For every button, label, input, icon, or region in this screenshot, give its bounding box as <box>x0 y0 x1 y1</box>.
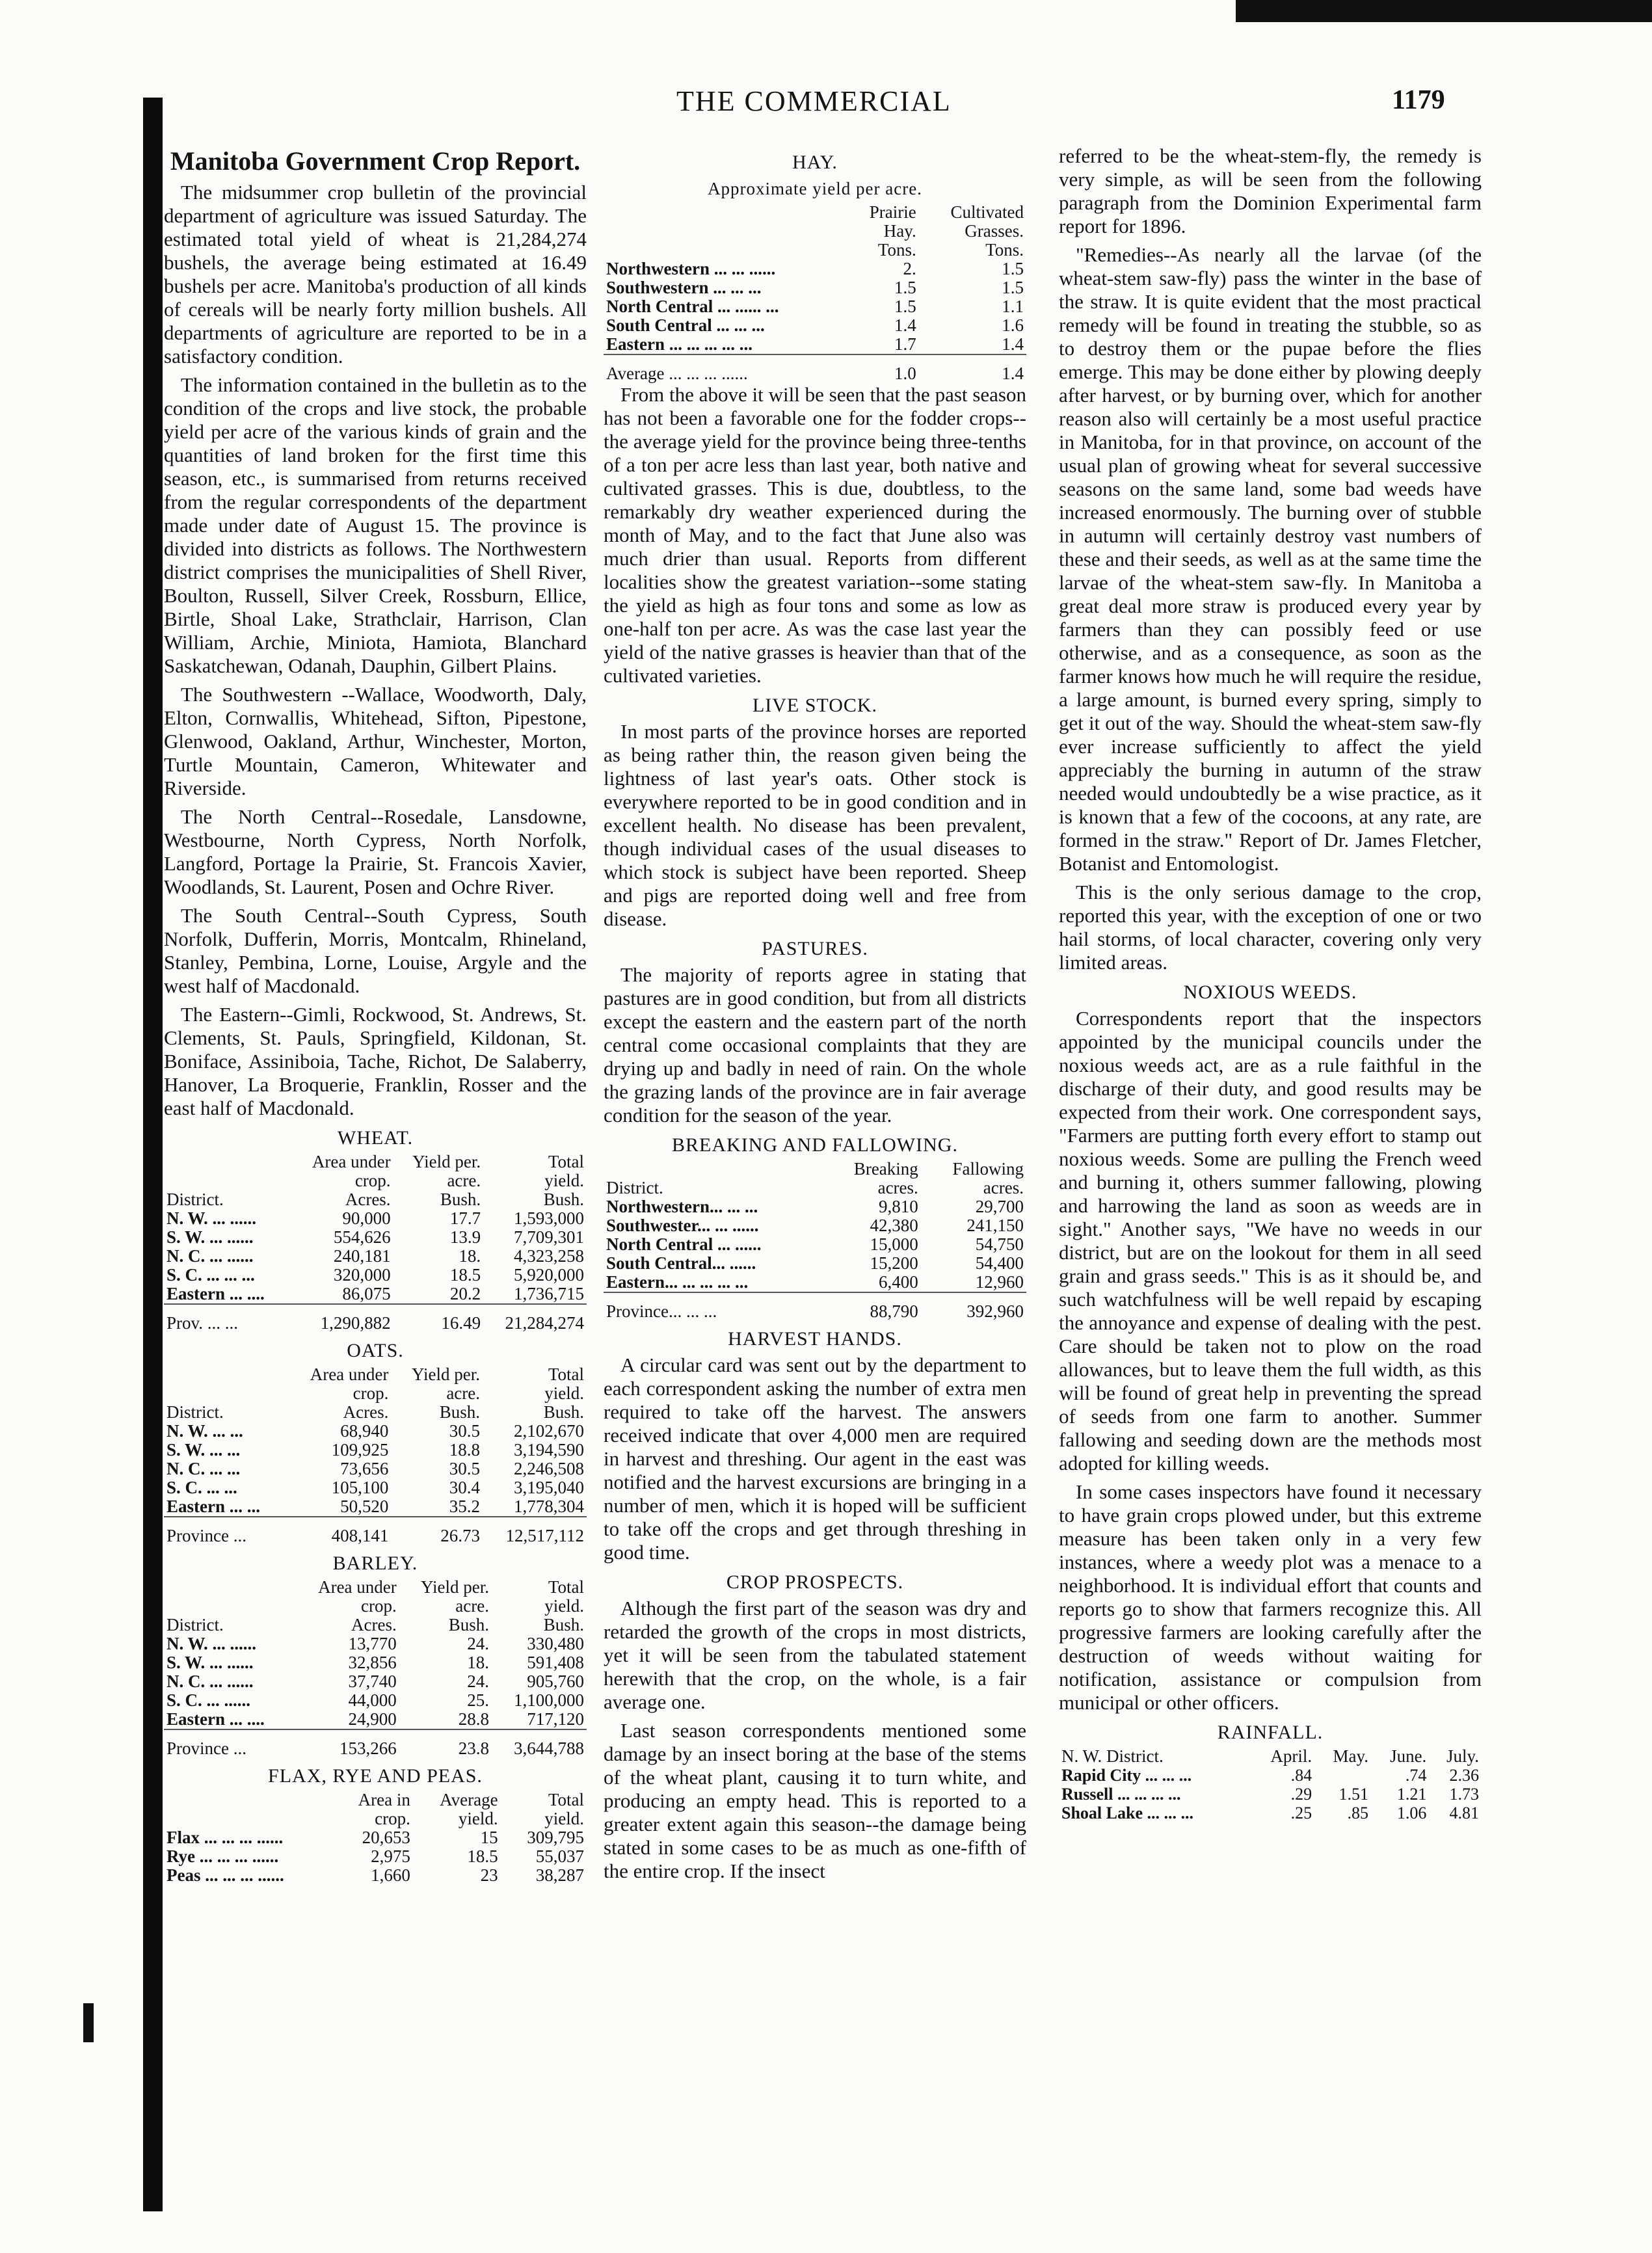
column-header <box>164 1384 287 1403</box>
total-row <box>604 354 1026 383</box>
table-cell: 15,000 <box>870 1234 918 1254</box>
column-header: Acres. <box>343 1402 389 1422</box>
column-header: District. <box>167 1402 224 1422</box>
table-cell: 88,790 <box>825 1292 921 1321</box>
column-header: April. <box>1270 1746 1312 1766</box>
table-cell: 2. <box>903 259 916 278</box>
column-header: acre. <box>447 1171 481 1190</box>
column-header: Area under <box>312 1152 391 1171</box>
column-header: District. <box>167 1615 224 1634</box>
table-cell: Eastern ... .... <box>167 1284 265 1303</box>
harvest-heading: HARVEST HANDS. <box>728 1328 902 1350</box>
table-row <box>164 1828 587 1847</box>
table-row <box>1059 1766 1482 1785</box>
wheat-heading: WHEAT. <box>337 1127 414 1149</box>
table-cell: 1,290,882 <box>291 1304 393 1333</box>
table-cell: 13.9 <box>449 1227 481 1247</box>
table-cell: 18. <box>467 1653 489 1672</box>
table-cell: 86,075 <box>342 1284 391 1303</box>
column-header: May. <box>1333 1746 1368 1766</box>
table-row <box>164 1478 587 1497</box>
flax-heading: FLAX, RYE AND PEAS. <box>268 1765 483 1787</box>
table-row <box>1059 1804 1482 1822</box>
table-cell: S. W. ... ...... <box>167 1227 254 1247</box>
table-cell: Rye ... ... ... ...... <box>167 1846 279 1866</box>
column-header: Area under <box>310 1365 389 1384</box>
table-cell: Northwestern... ... ... <box>606 1197 758 1216</box>
table-row <box>164 1710 587 1729</box>
total-row <box>604 1292 1026 1321</box>
breaking-table <box>604 1160 1026 1321</box>
paragraph: In most parts of the province horses are reported as being rather thin, the reason given being the lightness of last year's oats. Other stock is everywhere reported to be in good condition and in excellent health. No disease has been prevalent, though individual cases of the usual diseases to which stock is subject have been reported. Sheep and pigs are reported doing well and free from disease. <box>604 720 1026 930</box>
table-cell: N. W. ... ... <box>167 1421 243 1441</box>
table-row <box>604 278 1026 297</box>
hay-table <box>604 203 1026 383</box>
table-cell: Shoal Lake ... ... ... <box>1061 1804 1193 1822</box>
table-cell: Russell ... ... ... ... <box>1061 1785 1181 1804</box>
column-header: crop. <box>353 1383 389 1403</box>
paragraph: Although the first part of the season was dry and retarded the growth of the crops in most districts, yet it will be seen from the tabulated statement herewith that the crop, on the whole, is a fair average one. <box>604 1597 1026 1713</box>
table-cell <box>1314 1766 1371 1785</box>
table-cell: 1.4 <box>894 315 916 335</box>
hay-subheading: Approximate yield per acre. <box>708 179 922 198</box>
column-header: Acres. <box>345 1190 391 1209</box>
column-header: Fallowing <box>952 1159 1024 1179</box>
column-header: Bush. <box>440 1190 481 1209</box>
column-header: July. <box>1446 1746 1479 1766</box>
table-cell: .29 <box>1290 1785 1312 1804</box>
total-row <box>164 1517 587 1545</box>
table-row <box>604 1216 1026 1235</box>
paragraph: This is the only serious damage to the crop, reported this year, with the exception of one or two hail storms, of local character, covering only very limited areas. <box>1059 881 1482 974</box>
table-cell: Peas ... ... ... ...... <box>167 1865 284 1885</box>
table-cell: 2.36 <box>1449 1766 1479 1785</box>
table-cell: 9,810 <box>879 1197 918 1216</box>
table-cell: 4,323,258 <box>514 1246 584 1266</box>
table-cell: 28.8 <box>458 1709 489 1729</box>
table-cell: 18.5 <box>467 1846 498 1866</box>
table-cell: 30.4 <box>449 1478 481 1497</box>
table-cell: 3,194,590 <box>514 1440 584 1460</box>
breaking-heading: BREAKING AND FALLOWING. <box>672 1134 958 1156</box>
column-header <box>164 1597 294 1616</box>
column-header: yield. <box>544 1596 584 1616</box>
column-header: Average <box>440 1790 498 1809</box>
table-row <box>604 1273 1026 1292</box>
table-cell: 1.0 <box>847 354 919 383</box>
table-cell: 1.5 <box>894 297 916 316</box>
table-cell: 1.4 <box>1002 334 1024 354</box>
rainfall-heading: RAINFALL. <box>1217 1722 1324 1743</box>
table-cell: 73,656 <box>340 1459 389 1478</box>
table-cell: 408,141 <box>287 1517 391 1545</box>
column-header <box>604 203 847 222</box>
paragraph: referred to be the wheat-stem-fly, the remedy is very simple, as will be seen from the following paragraph from the Dominion Experimental farm report for 1896. <box>1059 144 1482 237</box>
table-cell: 21,284,274 <box>483 1304 587 1333</box>
column-header: yield. <box>544 1809 584 1828</box>
table-cell: S. W. ... ...... <box>167 1653 254 1672</box>
live-stock-heading: LIVE STOCK. <box>752 695 878 716</box>
table-cell: Southwestern ... ... ... <box>606 278 762 297</box>
table-cell: Province... ... ... <box>604 1292 825 1321</box>
table-cell: 18.5 <box>449 1265 481 1285</box>
table-row <box>604 297 1026 316</box>
table-cell: North Central ... ...... <box>606 1234 762 1254</box>
table-cell: 42,380 <box>870 1216 918 1235</box>
paragraph: From the above it will be seen that the past season has not been a favorable one for the fodder crops--the average yield for the province being three-tenths of a ton per acre less than last year, both native and cultivated grasses. This is due, doubtless, to the remarkably dry weather experienced during the month of May, and to the fact that June also was much drier than usual. Reports from different localities show the greatest variation--some stating the yield as high as four tons and some as low as one-half ton per acre. As was the case last year the yield of the native grasses is heavier than that of the cultivated varieties. <box>604 383 1026 687</box>
table-row <box>164 1866 587 1885</box>
column-header: acres. <box>983 1178 1024 1197</box>
column-2 <box>604 144 1026 1888</box>
table-cell: 18. <box>459 1246 481 1266</box>
table-cell: Flax ... ... ... ...... <box>167 1828 284 1847</box>
table-cell: 1,100,000 <box>514 1690 584 1710</box>
column-header: Prairie <box>869 202 916 222</box>
table-row <box>164 1847 587 1866</box>
table-cell: 2,102,670 <box>514 1421 584 1441</box>
total-row <box>164 1729 587 1758</box>
table-cell: 38,287 <box>535 1865 584 1885</box>
table-cell: Average ... ... ... ...... <box>604 354 847 383</box>
column-header <box>164 1365 287 1384</box>
column-1 <box>164 144 587 1885</box>
paragraph: In some cases inspectors have found it necessary to have grain crops plowed under, but this extreme measure has been taken only in a very few instances, where a weedy plot was a menace to a neighborhood. It is individual effort that counts and reports go to show that farmers recognize this. All progressive farmers are looking carefully after the destruction of weeds without waiting for notification, assistance or compulsion from municipal or other officers. <box>1059 1480 1482 1714</box>
table-cell: 1.5 <box>894 278 916 297</box>
column-header <box>604 241 847 260</box>
paragraph: The information contained in the bulletin as to the condition of the crops and live stock, the probable yield per acre of the various kinds of grain and the quantities of land broken for the first time this season, etc., is summarised from returns received from the regular correspondents of the department made under date of August 15. The province is divided into districts as follows. The Northwestern district comprises the municipalities of Shell River, Boulton, Russell, Silver Creek, Rossburn, Ellice, Birtle, Shoal Lake, Strathclair, Harrison, Clan William, Archie, Miniota, Hamiota, Blanchard Saskatchewan, Odanah, Dauphin, Gilbert Plains. <box>164 373 587 677</box>
table-cell: 23.8 <box>399 1729 492 1758</box>
table-row <box>604 335 1026 354</box>
paragraph: The Southwestern --Wallace, Woodworth, Daly, Elton, Cornwallis, Whitehead, Sifton, Pipestone, Glenwood, Oakland, Arthur, Winchester, Morton, Turtle Mountain, Cameron, Whitewater and Riverside. <box>164 683 587 799</box>
table-cell: 241,150 <box>966 1216 1024 1235</box>
table-cell: 54,400 <box>975 1253 1024 1273</box>
table-cell: 554,626 <box>333 1227 391 1247</box>
column-3 <box>1059 144 1482 1822</box>
table-cell: N. W. ... ...... <box>167 1208 257 1228</box>
column-header: yield. <box>458 1809 498 1828</box>
column-header: acre. <box>455 1596 489 1616</box>
paragraph: Correspondents report that the inspectors appointed by the municipal councils under the noxious weeds act, are as a rule faithful in the discharge of their duty, and good results may be expected from their work. One correspondent says, "Farmers are putting forth every effort to stamp out noxious weeds. Some are pulling the French weed and burning it, others summer fallowing, plowing and harrowing the land as soon as weeds are in sight." Another says, "We have no weeds in our district, but are on the lookout for them in all seed grain and grass seeds." This is as it should be, and such watchfulness will be well repaid by escaping the annoyance and expense of dealing with the pest. Care should be taken not to plow on the road allowances, but to leave them the full width, as this will be found of great help in preventing the spread of seeds from one farm to another. Summer fallowing and seeding down are the methods most adopted for killing weeds. <box>1059 1007 1482 1474</box>
column-header: District. <box>606 1178 663 1197</box>
table-cell: 1.1 <box>1002 297 1024 316</box>
table-cell: 17.7 <box>449 1208 481 1228</box>
table-cell: South Central... ...... <box>606 1253 756 1273</box>
table-cell: South Central ... ... ... <box>606 315 765 335</box>
column-header: crop. <box>375 1809 410 1828</box>
oats-heading: OATS. <box>347 1340 404 1361</box>
table-cell: 330,480 <box>527 1634 584 1653</box>
column-header: crop. <box>354 1171 391 1190</box>
table-cell: Eastern ... ... <box>167 1497 260 1516</box>
table-cell: 37,740 <box>348 1672 397 1691</box>
table-cell: 35.2 <box>449 1497 481 1516</box>
table-cell: 7,709,301 <box>514 1227 584 1247</box>
table-row <box>164 1672 587 1691</box>
table-cell: 30.5 <box>449 1459 481 1478</box>
table-cell: S. C. ... ...... <box>167 1690 251 1710</box>
barley-table <box>164 1578 587 1758</box>
paragraph: The Eastern--Gimli, Rockwood, St. Andrews, St. Clements, St. Pauls, Springfield, Kildonan, St. Boniface, Assiniboia, Tache, Richot, De Salaberry, Hanover, La Broquerie, Franklin, Rosser and the east half of Macdonald. <box>164 1003 587 1119</box>
table-cell: 5,920,000 <box>514 1265 584 1285</box>
column-header <box>164 1171 291 1190</box>
table-row <box>164 1441 587 1460</box>
table-cell: N. C. ... ...... <box>167 1246 254 1266</box>
column-header: Yield per. <box>412 1152 481 1171</box>
table-row <box>164 1634 587 1653</box>
table-cell: Rapid City ... ... ... <box>1061 1766 1192 1785</box>
table-cell: S. W. ... ... <box>167 1440 241 1460</box>
table-cell: 25. <box>467 1690 489 1710</box>
table-cell: 2,975 <box>371 1846 410 1866</box>
table-cell: N. W. ... ...... <box>167 1634 257 1653</box>
page-number: 1179 <box>1392 85 1445 115</box>
table-cell: 24,900 <box>348 1709 397 1729</box>
table-cell: 30.5 <box>449 1421 481 1441</box>
hay-heading: HAY. <box>792 152 838 173</box>
column-header: Acres. <box>351 1615 397 1634</box>
column-header: Tons. <box>877 240 916 260</box>
table-row <box>604 316 1026 335</box>
prospects-heading: CROP PROSPECTS. <box>726 1571 904 1593</box>
wheat-table <box>164 1153 587 1333</box>
table-cell: 1,593,000 <box>514 1208 584 1228</box>
table-row <box>604 1235 1026 1254</box>
table-cell: Southwester... ... ...... <box>606 1216 759 1235</box>
column-header: June. <box>1390 1746 1427 1766</box>
table-cell: 20,653 <box>362 1828 410 1847</box>
column-header: Hay. <box>883 221 916 241</box>
table-cell: 320,000 <box>333 1265 391 1285</box>
table-cell: Northwestern ... ... ...... <box>606 259 776 278</box>
table-cell: 20.2 <box>449 1284 481 1303</box>
table-cell: 3,195,040 <box>514 1478 584 1497</box>
table-row <box>164 1209 587 1228</box>
table-cell: 68,940 <box>340 1421 389 1441</box>
column-header <box>164 1153 291 1171</box>
table-cell: .74 <box>1405 1766 1427 1785</box>
table-cell: 1.7 <box>894 334 916 354</box>
table-cell: 24. <box>467 1672 489 1691</box>
rainfall-table <box>1059 1747 1482 1822</box>
table-row <box>604 1254 1026 1273</box>
column-header <box>164 1791 334 1809</box>
table-cell: Prov. ... ... <box>164 1304 291 1333</box>
table-cell: 1.6 <box>1002 315 1024 335</box>
table-row <box>604 260 1026 278</box>
paragraph: The North Central--Rosedale, Lansdowne, Westbourne, North Cypress, North Norfolk, Langford, Portage la Prairie, St. Francois Xavier, Woodlands, St. Laurent, Posen and Ochre River. <box>164 805 587 898</box>
table-cell: 1.4 <box>919 354 1026 383</box>
table-cell: N. C. ... ... <box>167 1459 241 1478</box>
column-header: acre. <box>446 1383 481 1403</box>
column-header: Bush. <box>439 1402 481 1422</box>
table-cell: 1.51 <box>1339 1785 1368 1804</box>
table-cell: North Central ... ...... ... <box>606 297 779 316</box>
table-cell: N. C. ... ...... <box>167 1672 254 1691</box>
table-cell: 309,795 <box>527 1828 584 1847</box>
column-header: acres. <box>877 1178 918 1197</box>
column-header: Total <box>548 1365 584 1384</box>
table-cell: Province ... <box>164 1729 294 1758</box>
table-cell: 24. <box>467 1634 489 1653</box>
table-cell: Eastern... ... ... ... ... <box>606 1272 749 1292</box>
table-cell: 23 <box>480 1865 498 1885</box>
column-header <box>604 222 847 241</box>
column-rule <box>143 98 163 2211</box>
column-header <box>164 1809 334 1828</box>
column-header: Cultivated <box>950 202 1024 222</box>
table-cell: 591,408 <box>527 1653 584 1672</box>
column-header: Yield per. <box>420 1577 489 1597</box>
table-cell: 55,037 <box>535 1846 584 1866</box>
table-cell: 15 <box>480 1828 498 1847</box>
table-cell: S. C. ... ... ... <box>167 1265 255 1285</box>
table-cell: 1,778,304 <box>514 1497 584 1516</box>
table-cell: 905,760 <box>527 1672 584 1691</box>
paragraph: The midsummer crop bulletin of the provincial department of agriculture was issued Saturday. The estimated total yield of wheat is 21,284,274 bushels, the average being estimated at 16.49 bushels per acre. Manitoba's production of all kinds of cereals will be nearly forty million bushels. All departments of agriculture are reported to be in a satisfactory condition. <box>164 181 587 367</box>
scan-edge-bar <box>1236 0 1652 22</box>
table-cell: 90,000 <box>342 1208 391 1228</box>
paragraph: The South Central--South Cypress, South Norfolk, Dufferin, Morris, Montcalm, Rhineland, Stanley, Pembina, Lorne, Louise, Argyle and the west half of Macdonald. <box>164 904 587 997</box>
table-row <box>164 1266 587 1285</box>
table-row <box>164 1653 587 1672</box>
table-cell: 109,925 <box>331 1440 389 1460</box>
table-cell: .84 <box>1290 1766 1312 1785</box>
table-row <box>164 1497 587 1517</box>
column-header: Bush. <box>448 1615 489 1634</box>
table-row <box>164 1228 587 1247</box>
table-cell: 1,660 <box>371 1865 410 1885</box>
table-cell: Province ... <box>164 1517 287 1545</box>
column-header: Grasses. <box>965 221 1024 241</box>
table-cell: 1.5 <box>1002 259 1024 278</box>
margin-mark <box>83 2003 94 2042</box>
table-cell: 4.81 <box>1449 1804 1479 1822</box>
page-header <box>0 85 1652 124</box>
table-row <box>604 1197 1026 1216</box>
table-cell: Eastern ... .... <box>167 1709 265 1729</box>
table-cell: 1.5 <box>1002 278 1024 297</box>
paragraph: "Remedies--As nearly all the larvae (of the wheat-stem saw-fly) pass the winter in the base of the straw. It is quite evident that the most practical remedy will be found in treating the stubble, so as to destroy them or the pupae before the flies emerge. This may be done either by plowing deeply after harvest, or by burning over, which for another reason also will certainly be a most useful practice in Manitoba, for in that province, on account of the usual plan of growing wheat for several successive seasons on the same land, some bad weeds have increased enormously. The burning over of stubble in autumn will certainly destroy vast numbers of these and their seeds, as well as at the same time the larvae of the wheat-stem saw-fly. In Manitoba a great deal more straw is produced every year by farmers than they can possibly feed or use otherwise, and as a consequence, as soon as the farmer knows how much he will require the residue, a large amount, is burned every spring, simply to get it out of the way. Should the wheat-stem saw-fly ever increase sufficiently to affect the yield appreciably the burning in autumn of the straw needed would undoubtedly be a wise practice, as it is known that a few of the cocoons, at any rate, are formed in the straw." Report of Dr. James Fletcher, Botanist and Entomologist. <box>1059 243 1482 875</box>
table-cell: 392,960 <box>921 1292 1026 1321</box>
paragraph: A circular card was sent out by the department to each correspondent asking the number of extra men required to take off the harvest. The answers received indicate that over 4,000 men are required in harvest and threshing. Our agent in the east was notified and the harvest excursions are bringing in a number of men, which it is hoped will be sufficient to take off the crops and get through threshing in good time. <box>604 1353 1026 1564</box>
oats-table <box>164 1365 587 1545</box>
paragraph: The majority of reports agree in stating that pastures are in good condition, but from all districts except the eastern and the eastern part of the north central come occasional complaints that they are drying up and badly in need of rain. On the whole the grazing lands of the province are in fair average condition for the season of the year. <box>604 963 1026 1126</box>
table-cell: 18.8 <box>449 1440 481 1460</box>
table-cell: 13,770 <box>348 1634 397 1653</box>
column-header: Total <box>548 1790 584 1809</box>
table-cell: 2,246,508 <box>514 1459 584 1478</box>
column-header: yield. <box>544 1383 584 1403</box>
table-cell: 717,120 <box>527 1709 584 1729</box>
table-cell: 29,700 <box>975 1197 1024 1216</box>
column-header: Total <box>548 1152 584 1171</box>
column-header: Bush. <box>543 1402 584 1422</box>
table-cell: .25 <box>1290 1804 1312 1822</box>
column-header: Total <box>548 1577 584 1597</box>
column-header: Tons. <box>985 240 1024 260</box>
column-header <box>164 1578 294 1597</box>
table-cell: 54,750 <box>975 1234 1024 1254</box>
table-cell: 26.73 <box>391 1517 483 1545</box>
table-cell: 153,266 <box>294 1729 399 1758</box>
running-title: THE COMMERCIAL <box>676 85 952 117</box>
column-header: Area under <box>318 1577 397 1597</box>
table-cell: Eastern ... ... ... ... ... <box>606 334 753 354</box>
table-cell: 1.21 <box>1396 1785 1427 1804</box>
table-row <box>164 1247 587 1266</box>
table-cell: 240,181 <box>333 1246 391 1266</box>
column-header <box>604 1160 825 1179</box>
table-cell: 105,100 <box>331 1478 389 1497</box>
table-cell: 50,520 <box>340 1497 389 1516</box>
table-cell: 16.49 <box>393 1304 484 1333</box>
table-cell: .85 <box>1347 1804 1368 1822</box>
table-cell: 3,644,788 <box>492 1729 587 1758</box>
column-header: N. W. District. <box>1061 1746 1164 1766</box>
table-cell: 44,000 <box>348 1690 397 1710</box>
table-row <box>164 1460 587 1478</box>
column-header: Bush. <box>543 1615 584 1634</box>
table-cell: 1,736,715 <box>514 1284 584 1303</box>
column-header: Yield per. <box>412 1365 481 1384</box>
table-row <box>164 1691 587 1710</box>
table-row <box>164 1422 587 1441</box>
barley-heading: BARLEY. <box>332 1553 418 1574</box>
table-cell: 1.06 <box>1396 1804 1427 1822</box>
table-cell: 12,517,112 <box>483 1517 587 1545</box>
column-header: Area in <box>358 1790 410 1809</box>
table-cell: 32,856 <box>348 1653 397 1672</box>
table-row <box>164 1285 587 1304</box>
table-cell: 6,400 <box>879 1272 918 1292</box>
paragraph: Last season correspondents mentioned some damage by an insect boring at the base of the stems of the wheat plant, causing it to turn white, and producing an empty head. This is reported to a greater extent again this season--the damage being stated in some cases to be as much as one-fifth of the entire crop. If the insect <box>604 1719 1026 1882</box>
pastures-heading: PASTURES. <box>762 938 868 959</box>
column-header: yield. <box>544 1171 584 1190</box>
table-cell: 1.73 <box>1449 1785 1479 1804</box>
column-header: crop. <box>361 1596 397 1616</box>
flax-table <box>164 1791 587 1885</box>
article-title: Manitoba Government Crop Report. <box>170 146 581 176</box>
table-cell: S. C. ... ... <box>167 1478 237 1497</box>
column-header: Bush. <box>543 1190 584 1209</box>
table-cell: 15,200 <box>870 1253 918 1273</box>
weeds-heading: NOXIOUS WEEDS. <box>1183 981 1357 1003</box>
column-header: Breaking <box>853 1159 918 1179</box>
total-row <box>164 1304 587 1333</box>
column-header: District. <box>167 1190 224 1209</box>
table-row <box>1059 1785 1482 1804</box>
table-cell: 12,960 <box>975 1272 1024 1292</box>
